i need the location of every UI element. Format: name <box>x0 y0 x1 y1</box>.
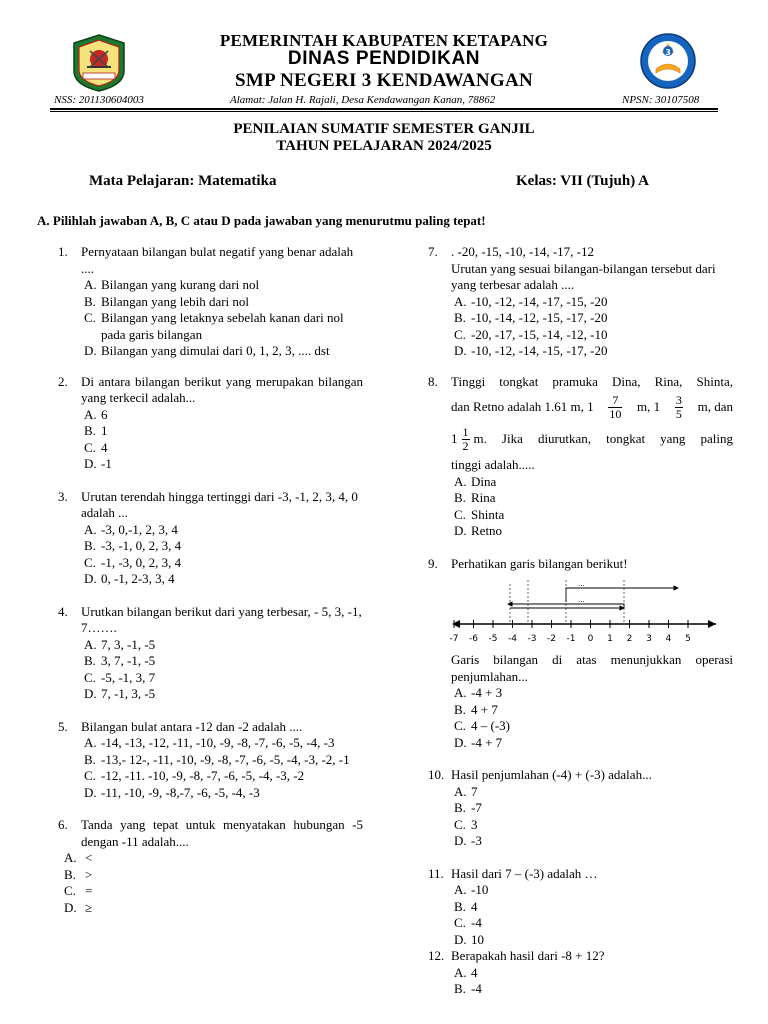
question-6 <box>58 817 363 916</box>
question-text: Pernyataan bilangan bulat negatif yang benar adalah .... <box>81 244 354 276</box>
option-d[interactable]: D. 7, -1, 3, -5 <box>84 686 156 701</box>
header-government: PEMERINTAH KABUPATEN KETAPANG <box>219 31 549 50</box>
option-b[interactable]: B. -4 <box>454 981 482 996</box>
school-address: Alamat: Jalan H. Rajali, Desa Kendawangan Kanan, 78862 <box>230 94 496 106</box>
question-12 <box>428 948 733 998</box>
option-d[interactable]: D. -10, -12, -14, -15, -17, -20 <box>454 343 608 358</box>
tick-label: -5 <box>488 634 498 644</box>
question-text: Hasil dari 7 – (-3) adalah … <box>451 865 598 881</box>
header-department: DINAS PENDIDIKAN <box>287 48 481 69</box>
tick-label: 5 <box>685 634 691 644</box>
number-line <box>428 576 718 650</box>
option-d[interactable]: D. -11, -10, -9, -8,-7, -6, -5, -4, -3 <box>84 784 260 800</box>
option-a[interactable]: A. 4 <box>454 964 478 980</box>
option-d[interactable]: D. 10 <box>454 931 484 947</box>
number-line-figure <box>428 576 718 650</box>
question-9 <box>428 556 733 752</box>
option-d[interactable]: D. ≥ <box>64 899 93 915</box>
section-instruction: A. Pilihlah jawaban A, B, C atau D pada jawaban yang menurutmu paling tepat! <box>37 213 486 228</box>
question-5 <box>58 719 363 802</box>
option-a[interactable]: A. -4 + 3 <box>454 685 503 700</box>
question-text: Bilangan bulat antara -12 dan -2 adalah .... <box>81 718 303 734</box>
question-number: 7. <box>428 244 438 259</box>
question-3 <box>58 489 363 588</box>
question-8 <box>428 374 733 540</box>
tick-label: -1 <box>566 634 576 644</box>
axis-arrow-left <box>452 620 460 628</box>
option-c[interactable]: C. 4 <box>84 439 108 455</box>
question-text: Di antara bilangan berikut yang merupakan bilangan yang terkecil adalah... <box>81 373 363 405</box>
question-text-line-1: Tinggi tongkat pramuka Dina, Rina, Shinta, <box>451 373 733 389</box>
question-text: Perhatikan garis bilangan berikut! <box>451 555 628 571</box>
question-10 <box>428 767 733 850</box>
question-number: 6. <box>58 817 68 832</box>
tick-label: -6 <box>469 634 478 644</box>
question-2 <box>58 374 363 473</box>
question-number: 4. <box>58 603 68 619</box>
question-text-line-2: dan Retno adalah 1.61 m, 1 $\frac{7}{10}$ m, 1 $\frac{3}{5}$ m, dan <box>451 392 733 421</box>
tick-label: 0 <box>587 634 594 644</box>
option-b[interactable]: B. Bilangan yang lebih dari nol <box>84 293 250 309</box>
right-column <box>428 244 733 998</box>
option-b[interactable]: B. > <box>64 866 93 882</box>
option-c[interactable]: C. 3 <box>454 816 478 832</box>
option-d[interactable]: D. Retno <box>454 523 503 538</box>
question-text: Urutkan bilangan berikut dari yang terbesar, - 5, 3, -1, 7……. <box>81 603 362 635</box>
question-text-line-3: 1 $\frac{1}{2}$ m. Jika diurutkan, tongkat yang paling <box>451 424 733 453</box>
subject-label: Mata Pelajaran: Matematika <box>89 173 277 189</box>
fraction-7-10: $\frac{7}{10}$ <box>609 392 622 421</box>
header-school: SMP NEGERI 3 KENDAWANGAN <box>234 70 534 91</box>
arrow-label-upper: ... <box>578 580 585 588</box>
question-number: 5. <box>58 718 68 734</box>
option-a[interactable]: A. Bilangan yang kurang dari nol <box>84 277 260 292</box>
tick-label: 2 <box>626 634 633 644</box>
tick-label: 4 <box>665 634 672 644</box>
option-d[interactable]: D. Bilangan yang dimulai dari 0, 1, 2, 3, .... dst <box>84 343 330 358</box>
school-npsn: NPSN: 30107508 <box>622 94 700 106</box>
option-b[interactable]: B. 4 + 7 <box>454 701 498 717</box>
option-d[interactable]: D. -1 <box>84 456 112 471</box>
question-text: Urutan yang sesuai bilangan-bilangan tersebut dari yang terbesar adalah .... <box>451 260 716 292</box>
option-a[interactable]: A. -10 <box>454 882 489 897</box>
arrow-label-middle: ... <box>578 596 585 604</box>
header-rule-thick <box>50 108 718 110</box>
question-number: 12. <box>428 948 445 963</box>
option-a[interactable]: A. -14, -13, -12, -11, -10, -9, -8, -7, -6, -5, -4, -3 <box>84 735 335 750</box>
option-c[interactable]: C. 4 – (-3) <box>454 718 510 733</box>
question-number: 8. <box>428 373 438 389</box>
option-b[interactable]: B. Rina <box>454 490 496 505</box>
question-7 <box>428 244 733 360</box>
school-nss: NSS: 201130604003 <box>54 94 144 106</box>
logo-number: 3 <box>665 48 671 57</box>
question-number: 2. <box>58 373 68 389</box>
tick-label: 3 <box>646 634 652 644</box>
question-text: Berapakah hasil dari -8 + 12? <box>451 948 605 963</box>
question-number: 1. <box>58 244 68 259</box>
option-b[interactable]: B. -7 <box>454 800 482 815</box>
option-c[interactable]: C. = <box>64 883 93 898</box>
question-number: 3. <box>58 488 68 504</box>
option-c[interactable]: C. -5, -1, 3, 7 <box>84 669 156 685</box>
header-rule-thin <box>50 111 718 112</box>
question-number: 9. <box>428 555 438 571</box>
option-a[interactable]: A. < <box>64 850 93 865</box>
question-sequence: . -20, -15, -10, -14, -17, -12 <box>451 244 594 259</box>
option-c[interactable]: C. -1, -3, 0, 2, 3, 4 <box>84 554 182 570</box>
tick-label: -4 <box>508 634 517 644</box>
option-c[interactable]: C. -20, -17, -15, -14, -12, -10 <box>454 326 608 342</box>
fraction-1-2: $\frac{1}{2}$ <box>462 424 469 453</box>
tick-label: -3 <box>527 634 537 644</box>
question-text: Tanda yang tepat untuk menyatakan hubungan -5 dengan -11 adalah.... <box>81 817 363 849</box>
exam-year: TAHUN PELAJARAN 2024/2025 <box>276 138 492 154</box>
option-b[interactable]: B. -10, -14, -12, -15, -17, -20 <box>454 310 608 325</box>
tick-label: -2 <box>547 634 556 644</box>
option-b[interactable]: B. -3, -1, 0, 2, 3, 4 <box>84 538 182 553</box>
option-a[interactable]: A. -10, -12, -14, -17, -15, -20 <box>454 293 608 309</box>
axis-arrow-right <box>708 620 716 628</box>
option-a[interactable]: A. 7 <box>454 783 478 799</box>
left-column <box>58 244 363 916</box>
option-c[interactable]: C. -12, -11. -10, -9, -8, -7, -6, -5, -4, -3, -2 <box>84 768 305 783</box>
option-a[interactable]: A. -3, 0,-1, 2, 3, 4 <box>84 521 178 537</box>
option-b[interactable]: B. 4 <box>454 898 478 914</box>
option-b[interactable]: B. -13,- 12-, -11, -10, -9, -8, -7, -6, -5, -4, -3, -2, -1 <box>84 751 350 767</box>
option-d[interactable]: D. -3 <box>454 833 482 848</box>
question-text-line-4: tinggi adalah..... <box>451 457 535 472</box>
question-4 <box>58 604 363 703</box>
tick-label: 1 <box>607 634 613 644</box>
question-1 <box>58 244 363 360</box>
option-d[interactable]: D. 0, -1, 2-3, 3, 4 <box>84 571 175 586</box>
class-label: Kelas: VII (Tujuh) A <box>516 173 649 189</box>
tick-label: -7 <box>449 634 459 644</box>
option-c[interactable]: C. Shinta <box>454 506 505 522</box>
option-b[interactable]: B. 1 <box>84 423 108 438</box>
question-number: 11. <box>428 865 444 881</box>
option-c[interactable]: C. Bilangan yang letaknya sebelah kanan dari nol pada garis bilangan <box>84 310 344 342</box>
option-a[interactable]: A. 7, 3, -1, -5 <box>84 636 156 652</box>
option-b[interactable]: B. 3, 7, -1, -5 <box>84 653 156 668</box>
question-11 <box>428 866 733 949</box>
question-number: 10. <box>428 767 445 782</box>
option-a[interactable]: A. Dina <box>454 473 497 489</box>
question-text-2: Garis bilangan di atas menunjukkan operasi penjumlahan... <box>451 652 733 684</box>
exam-title: PENILAIAN SUMATIF SEMESTER GANJIL <box>233 121 535 137</box>
question-text: Urutan terendah hingga tertinggi dari -3, -1, 2, 3, 4, 0 adalah ... <box>81 488 358 520</box>
option-d[interactable]: D. -4 + 7 <box>454 734 503 750</box>
option-a[interactable]: A. 6 <box>84 406 108 422</box>
option-c[interactable]: C. -4 <box>454 915 482 930</box>
fraction-3-5: $\frac{3}{5}$ <box>675 392 682 421</box>
question-text: Hasil penjumlahan (-4) + (-3) adalah... <box>451 767 652 782</box>
